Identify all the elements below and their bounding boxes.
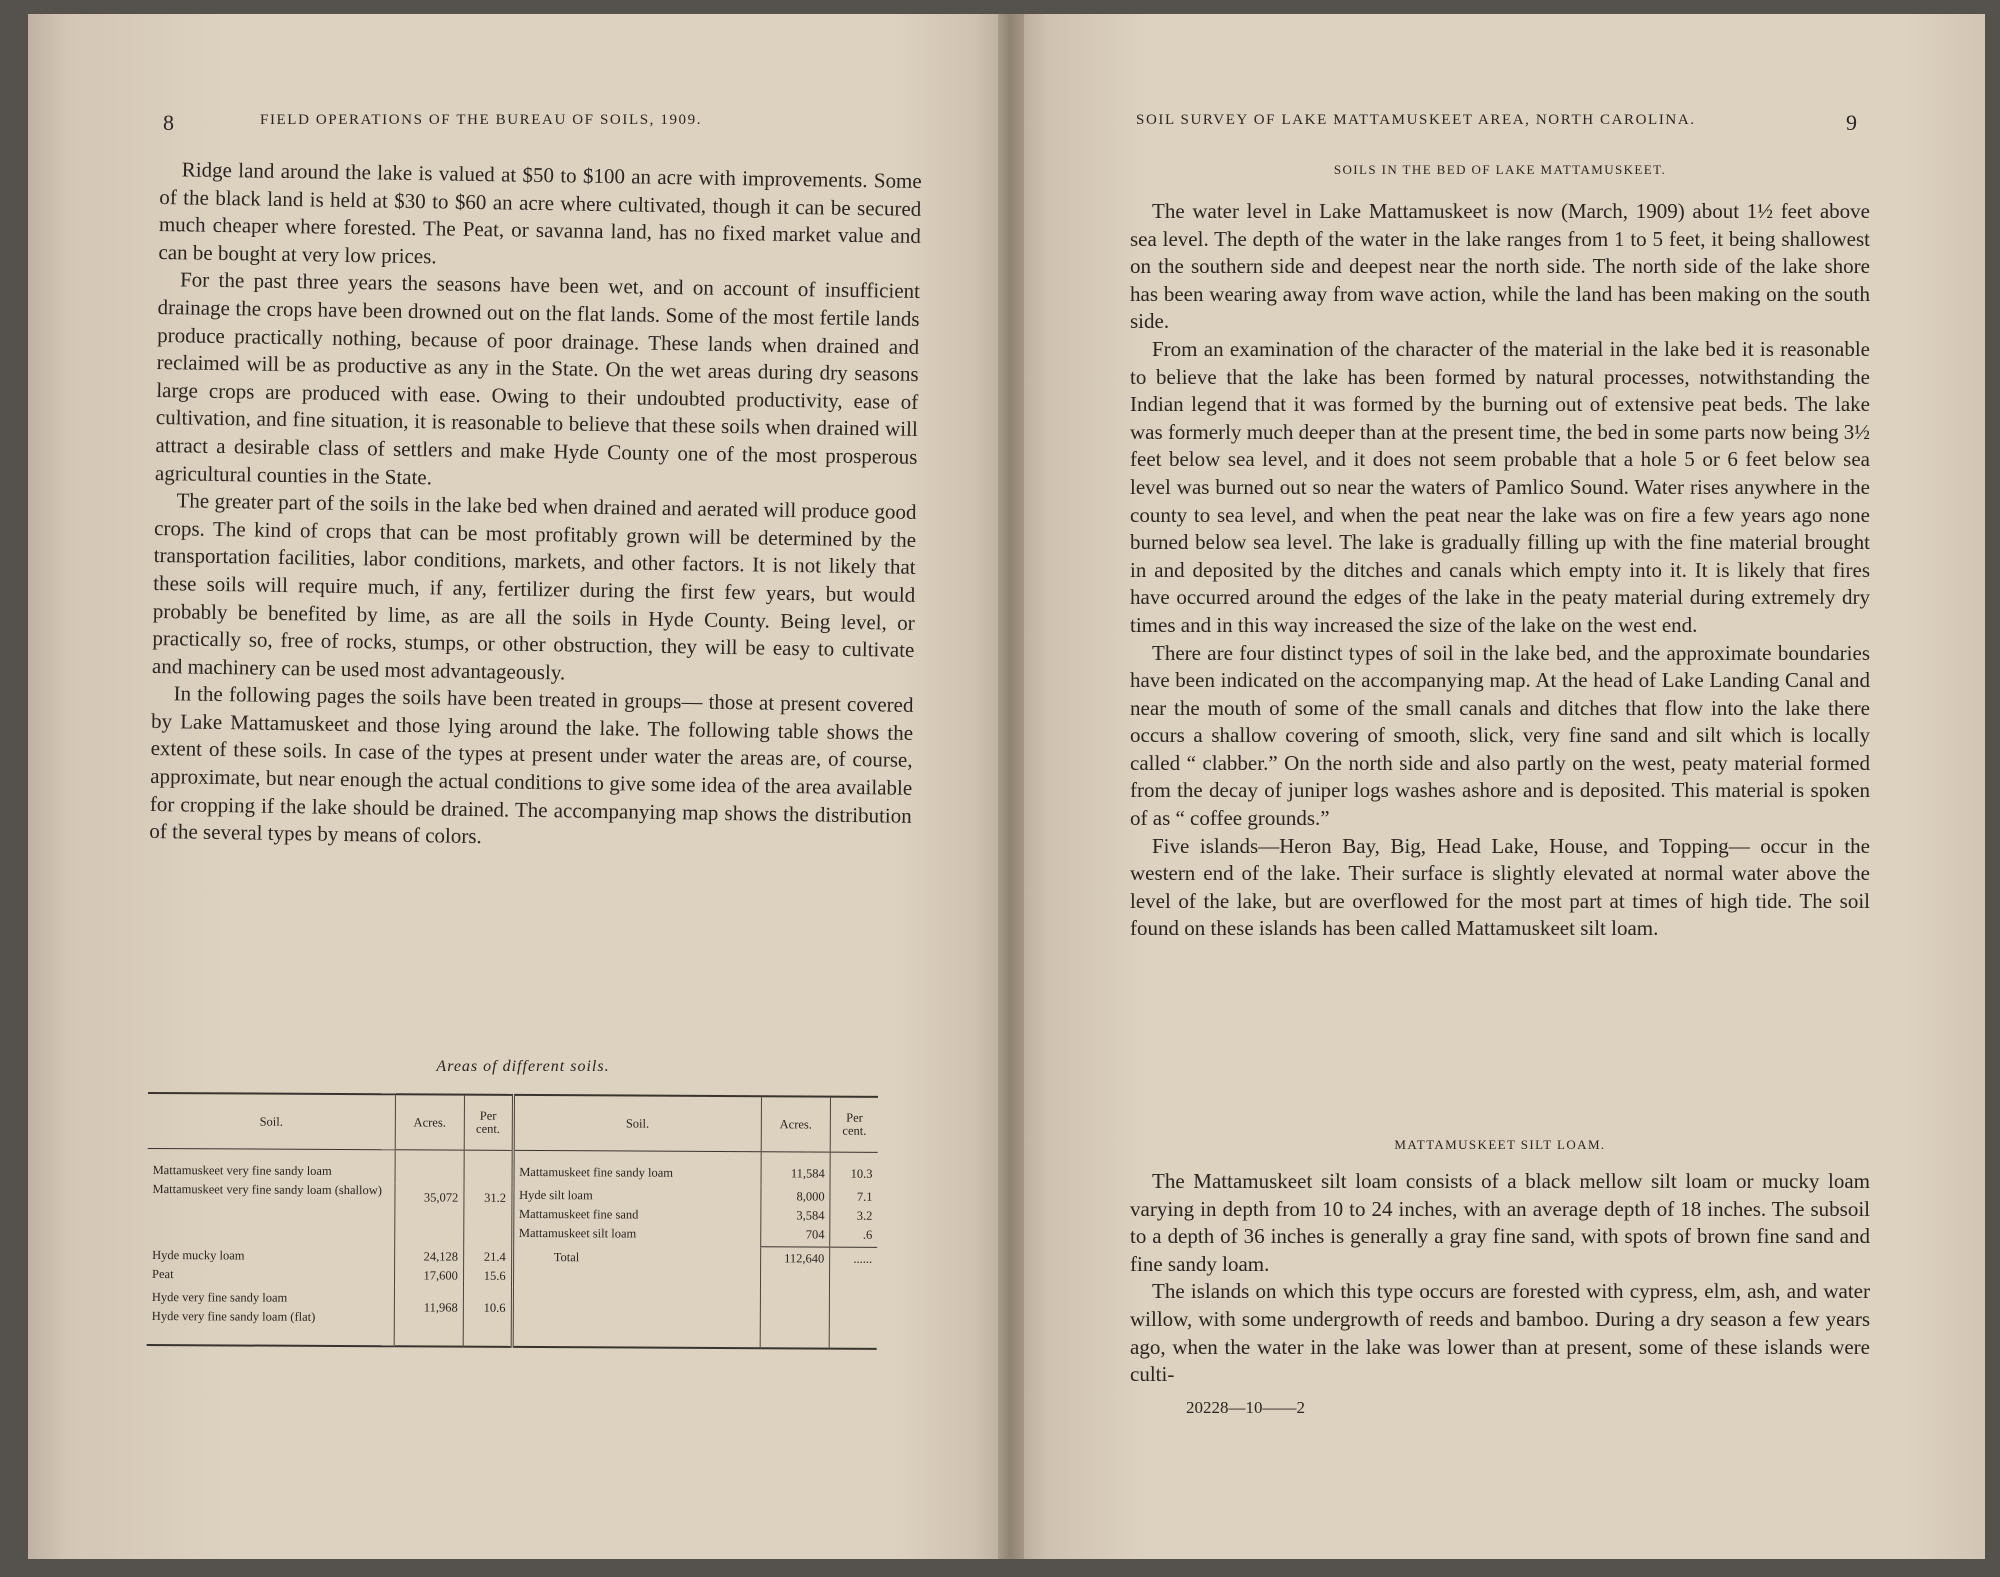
percent-cell: 10.3 <box>830 1152 877 1186</box>
total-percent: ...... <box>830 1247 878 1289</box>
empty-cell <box>512 1287 760 1347</box>
percent-cell: 7.1 <box>856 1189 873 1204</box>
right-body-text-2 <box>1130 1168 1870 1389</box>
left-body-text <box>149 156 922 858</box>
right-body-text <box>1130 198 1870 943</box>
paragraph: In the following pages the soils have been treated in groups— those at present covered by Lake Mattamuskeet and those lying around the lake. The following table shows the extent of these soils. In case of the types at present under water the areas are, of course, approximate, but near enough the actual conditions to give some idea of the area available for cropping if the lake should be drained. The accompanying map shows the distribution of the several types by means of colors. <box>149 681 914 849</box>
right-page <box>1010 14 1985 1559</box>
percent-cell: 21.4 <box>483 1249 506 1264</box>
acres-cell: 8,000 <box>796 1189 825 1204</box>
paragraph: From an examination of the character of the material in the lake bed it is reasonable to believe that the lake has been formed by natural processes, notwithstanding the Indian legend that it was formed by the burning out of extensive peat beds. The lake was formerly much deeper than at the present time, the bed in some parts now being 3½ feet below sea level, and it does not seem probable that a hole 5 or 6 feet below sea level was burned out so near the waters of Pamlico Sound. Water rises anywhere in the county to sea level, and when the peat near the lake was on fire a few years ago none burned below sea level. The lake is gradually filling up with the fine material brought in and deposited by the ditches and canals which empty into it. It is likely that fires have occurred around the edges of the lake in the peaty material during extremely dry times and in this way increased the size of the lake on the west end. <box>1130 336 1870 637</box>
soil-name <box>147 1285 395 1345</box>
page-number: 9 <box>1846 110 1857 135</box>
book-gutter <box>998 14 1024 1559</box>
empty-cell <box>829 1289 877 1348</box>
running-head: FIELD OPERATIONS OF THE BUREAU OF SOILS, 1909. <box>260 112 703 128</box>
acres-cell: 35,072 <box>395 1150 465 1245</box>
acres-cell: 11,968 <box>394 1287 463 1346</box>
soil-name: Mattamuskeet fine sandy loam <box>513 1150 761 1185</box>
paragraph: The Mattamuskeet silt loam consists of a black mellow silt loam or mucky loam varying in depth from 10 to 24 inches, with an average depth of 18 inches. The subsoil to a depth of 36 inches is generally a gray fine sand, with spots of brown fine sand and fine sandy loam. <box>1130 1169 1870 1276</box>
soil-name: Hyde silt loam <box>519 1187 593 1203</box>
soil-name: Hyde very fine sandy loam <box>151 1289 288 1305</box>
paragraph: The water level in Lake Mattamuskeet is now (March, 1909) about 1½ feet above sea level. The depth of the water in the lake ranges from 1 to 5 feet, it being shallowest on the southern side and deepest near the north side. The north side of the lake shore has been wearing away from wave action, while the land has been making on the south side. <box>1130 199 1870 334</box>
paragraph: There are four distinct types of soil in the lake bed, and the approximate boundaries have been indicated on the accompanying map. At the head of Lake Landing Canal and near the mouth of some of the small canals and ditches that flow into the lake there occurs a shallow covering of smooth, slick, very fine sand and silt which is locally called “ clabber.” On the north side and also partly on the west, peaty material formed from the decay of juniper logs washes ashore and is deposited. This material is spoken of as “ coffee grounds.” <box>1130 640 1870 831</box>
total-acres: 112,640 <box>760 1247 830 1289</box>
page-number: 8 <box>163 110 174 135</box>
paragraph: Five islands—Heron Bay, Big, Head Lake, House, and Topping— occur in the western end of the lake. Their surface is slightly elevated at normal water above the level of the lake, but are overflowed for the most part at times of high tide. The soil found on these islands has been called Mattamuskeet silt loam. <box>1130 833 1870 941</box>
running-head: SOIL SURVEY OF LAKE MATTAMUSKEET AREA, NORTH CAROLINA. <box>1136 112 1696 128</box>
acres-cell: 24,128 <box>423 1248 459 1264</box>
percent-cell: 31.2 <box>464 1150 513 1245</box>
soil-name: Mattamuskeet fine sand <box>518 1206 639 1222</box>
table-row <box>147 1285 877 1348</box>
subsection-heading: MATTAMUSKEET SILT LOAM. <box>1394 1137 1606 1152</box>
percent-cell: 15.6 <box>483 1268 506 1283</box>
soil-name: Hyde very fine sandy loam (flat) <box>151 1308 316 1324</box>
soil-name: Peat <box>152 1266 174 1281</box>
acres-cells <box>394 1245 463 1287</box>
col-header-soil: Soil. <box>513 1095 761 1152</box>
soil-name: Hyde mucky loam <box>152 1247 245 1263</box>
percent-cells <box>830 1186 878 1248</box>
soil-area-table <box>147 1092 878 1349</box>
col-header-soil: Soil. <box>148 1093 396 1150</box>
acres-cell: 3,584 <box>796 1208 825 1223</box>
col-header-per-cent: Per cent. <box>464 1095 513 1151</box>
paragraph: The greater part of the soils in the lake bed when drained and aerated will produce good crops. The kind of crops that can be most profitably grown will be determined by the transportation facilities, labor conditions, markets, and other factors. It is not likely that these soils will require much, if any, fertilizer during the first few years, but would probably be benefited by lime, as are all the soils in Hyde County. Being level, or practically so, free of rocks, stumps, or other obstruction, they will be easy to cultivate and machinery can be used most advantageously. <box>151 488 917 685</box>
percent-cells <box>463 1245 512 1287</box>
acres-cell: 11,584 <box>761 1152 831 1186</box>
percent-cell: 3.2 <box>856 1208 873 1223</box>
table-row <box>148 1148 878 1185</box>
acres-cell: 17,600 <box>423 1267 458 1283</box>
col-header-acres: Acres. <box>395 1094 464 1150</box>
soil-name: Mattamuskeet very fine sandy loam (shallow) <box>152 1182 382 1198</box>
paragraph: For the past three years the seasons have been wet, and on account of insufficient drainage the crops have been drowned out on the flat lands. Some of the most fertile lands produce practically nothing, because of poor drainage. These lands when drained and reclaimed will be as productive as any in the State. On the wet areas during dry seasons large crops are produced with ease. Owing to their undoubted productivity, ease of cultivation, and fine situation, it is reasonable to believe that these soils when drained will attract a desirable class of settlers and make Hyde County one of the most prosperous agricultural counties in the State. <box>154 267 921 489</box>
section-heading: SOILS IN THE BED OF LAKE MATTAMUSKEET. <box>1333 162 1667 177</box>
col-header-acres: Acres. <box>761 1096 831 1152</box>
signature-mark: 20228—10——2 <box>1186 1398 1305 1417</box>
total-label: Total <box>512 1245 760 1288</box>
percent-cell: 10.6 <box>463 1287 512 1346</box>
col-header-per-cent: Per cent. <box>830 1097 878 1153</box>
soil-name: Mattamuskeet silt loam <box>518 1225 637 1241</box>
paragraph: Ridge land around the lake is valued at $50 to $100 an acre with improvements. Some of the black land is held at $30 to $60 an acre where cultivated, though it can be secured much cheaper where forested. The Peat, or savanna land, has no fixed market value and can be bought at very low prices. <box>158 157 922 269</box>
acres-cell: 704 <box>805 1227 825 1242</box>
soil-name: Mattamuskeet very fine sandy loam <box>152 1163 332 1178</box>
acres-cells <box>760 1185 830 1247</box>
percent-cell: .6 <box>862 1227 873 1242</box>
paragraph: The islands on which this type occurs are forested with cypress, elm, ash, and water willow, with some undergrowth of reeds and bamboo. During a dry season a few years ago, when the water in the lake was lower than at present, some of these islands were culti- <box>1130 1279 1870 1387</box>
left-page <box>28 14 1013 1559</box>
soil-name <box>147 1243 395 1286</box>
table-row <box>147 1243 877 1289</box>
soil-name <box>512 1184 760 1247</box>
empty-cell <box>760 1289 830 1348</box>
table-caption: Areas of different soils. <box>436 1058 610 1075</box>
